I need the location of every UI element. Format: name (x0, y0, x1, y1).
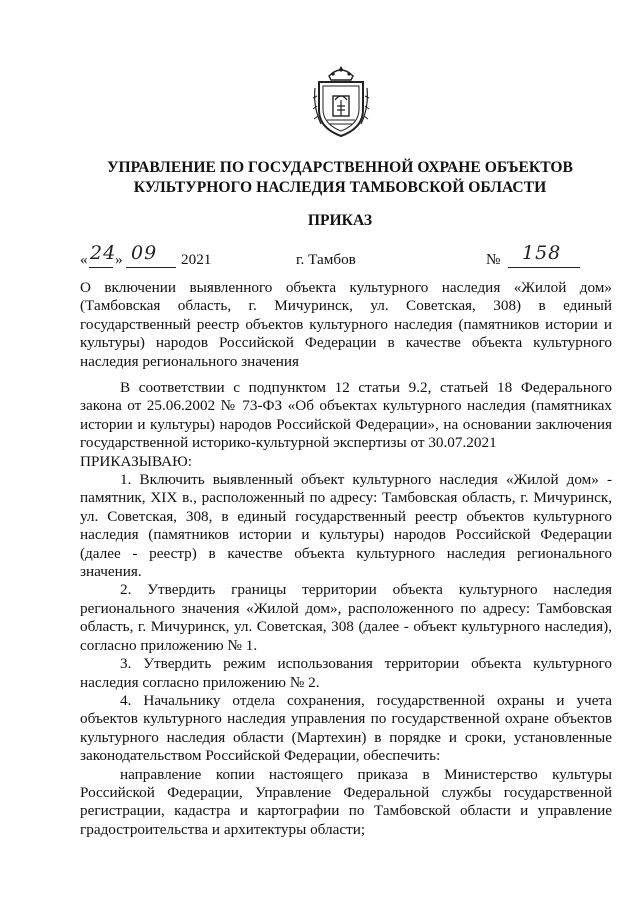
coat-of-arms-icon (311, 62, 371, 142)
preamble: В соответствии с подпунктом 12 статьи 9.2, статьей 18 Федерального закона от 25.06.2002 № 73-ФЗ «Об объектах культурного наследия (памятниках истории и культуры) народов Российской Федерации», на основании заключения государственной историко-культурной экспертизы от 30.07.2021 (80, 379, 612, 452)
date-number-line (0, 242, 640, 271)
organization-line-2: КУЛЬТУРНОГО НАСЛЕДИЯ ТАМБОВСКОЙ ОБЛАСТИ (133, 179, 547, 196)
subject-text: О включении выявленного объекта культурного наследия «Жилой дом» (Тамбовская область, г. Мичуринск, ул. Советская, 308) в единый государственный реестр объектов культурного наследия (памятников истории и культуры) народов Российской Федерации в качестве объекта культурного наследия регионального значения (80, 279, 612, 370)
date-day-underline (89, 267, 113, 268)
date-day: 24 (90, 242, 117, 264)
document-type: ПРИКАЗ (307, 212, 373, 229)
date-year: 2021 (181, 251, 212, 268)
date-quote-close: » (115, 251, 123, 268)
date-month-underline (126, 267, 176, 268)
date-quote-open: « (80, 251, 88, 268)
order-item-1: 1. Включить выявленный объект культурного наследия «Жилой дом» - памятник, XIX в., расположенный по адресу: Тамбовская область, г. Мичуринск, ул. Советская, 308, в единый государственный реестр объектов культурного наследия (памятников истории и культуры) народов Российской Федерации (далее - реестр) в качестве объекта культурного наследия регионального значения. (80, 471, 612, 581)
order-item-3: 3. Утвердить режим использования территории объекта культурного наследия согласно приложению № 2. (80, 655, 612, 691)
organization-line-1: УПРАВЛЕНИЕ ПО ГОСУДАРСТВЕННОЙ ОХРАНЕ ОБЪЕКТОВ (107, 159, 573, 176)
order-item-4a: направление копии настоящего приказа в Министерство культуры Российской Федерации, Управление Федеральной службы государственной регистрации, кадастра и картографии по Тамбовской области и управление градостроительства и архитектуры области; (80, 765, 612, 838)
order-item-2: 2. Утвердить границы территории объекта культурного наследия регионального значения «Жилой дом», расположенного по адресу: Тамбовская область, г. Мичуринск, ул. Советская, 308 (далее - объект культурного наследия), согласно приложению № 1. (80, 581, 612, 654)
order-item-4: 4. Начальнику отдела сохранения, государственной охраны и учета объектов культурного наследия управления по государственной охране объектов культурного наследия области (Мартехин) в порядке и сроки, установленные законодательством Российской Федерации, обеспечить: (80, 691, 612, 765)
order-word: ПРИКАЗЫВАЮ: (80, 452, 192, 470)
order-number: 158 (522, 242, 562, 264)
organization-name (60, 158, 620, 198)
date-month: 09 (131, 242, 158, 264)
city: г. Тамбов (296, 251, 356, 268)
number-sign: № (486, 251, 501, 268)
subject (80, 279, 612, 371)
document-body (80, 379, 612, 839)
order-number-underline (508, 267, 580, 268)
